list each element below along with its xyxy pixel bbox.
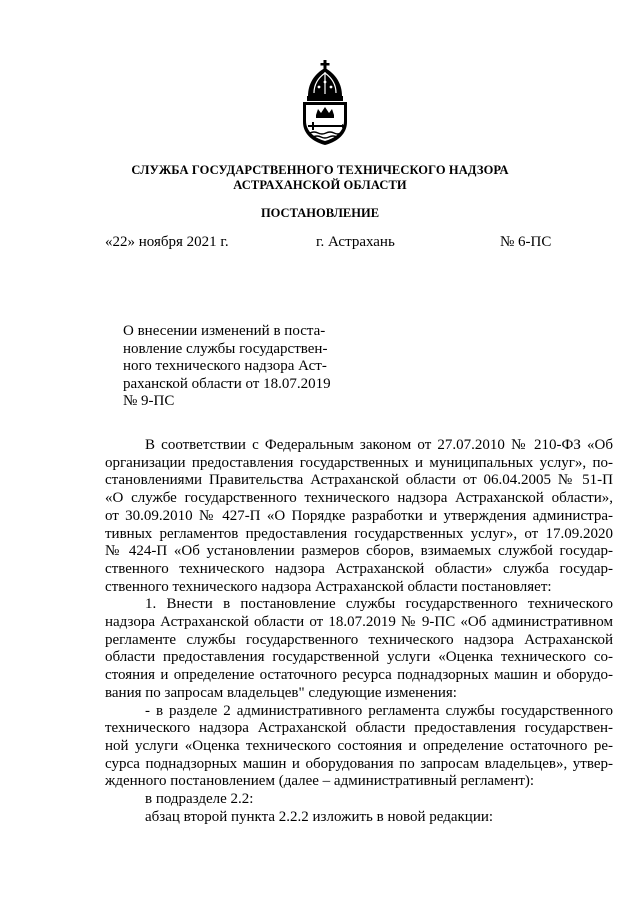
- body-line: ной услуги «Оценка технического состояния и определение остаточного ре-: [105, 737, 613, 754]
- body-line: ственного технического надзора Астраханской области» служба государ-: [105, 560, 613, 577]
- document-type-title: ПОСТАНОВЛЕНИЕ: [260, 206, 380, 220]
- body-line: вания по запросам владельцев" следующие изменения:: [105, 684, 457, 701]
- body-line: - в разделе 2 административного регламента службы государственного: [145, 702, 613, 719]
- document-date: «22» ноября 2021 г.: [105, 234, 229, 250]
- body-line: тивных регламентов предоставления государственных услуг», от 17.09.2020: [105, 525, 613, 542]
- body-line: ственного технического надзора Астраханской области постановляет:: [105, 578, 552, 595]
- subject-line: № 9-ПС: [123, 393, 175, 410]
- body-line: сурса поднадзорных машин и оборудования по запросам владельцев», утвер-: [105, 755, 613, 772]
- document-number: № 6-ПС: [500, 234, 552, 250]
- body-line: В соответствии с Федеральным законом от 27.07.2010 № 210-ФЗ «Об: [145, 437, 613, 453]
- subject-line: раханской области от 18.07.2019: [123, 375, 331, 392]
- body-line: стояния и определение остаточного ресурса поднадзорных машин и оборудо-: [105, 667, 613, 684]
- body-line: области предоставления государственной услуги «Оценка технического со-: [105, 649, 613, 666]
- body-line: в подразделе 2.2:: [145, 791, 254, 808]
- body-line: регламенте службы государственного технического надзора Астраханской: [105, 631, 613, 648]
- body-line: организации предоставления государственных и муниципальных услуг», по-: [105, 454, 613, 471]
- subject-line: О внесении изменений в поста-: [123, 323, 326, 339]
- body-line: становлениями Правительства Астраханской области от 06.04.2005 № 51-П: [105, 472, 613, 489]
- body-line: надзора Астраханской области от 18.07.2019 № 9-ПС «Об административном: [105, 614, 613, 631]
- subject-line: ного технического надзора Аст-: [123, 358, 327, 375]
- org-name-line1: СЛУЖБА ГОСУДАРСТВЕННОГО ТЕХНИЧЕСКОГО НАДЗОРА: [131, 163, 509, 177]
- body-line: технического надзора Астраханской области предоставления государствен-: [105, 720, 613, 737]
- document-body: [105, 437, 613, 826]
- body-line: «О службе государственного технического надзора Астраханской области»,: [105, 490, 613, 507]
- document-city: г. Астрахань: [316, 234, 395, 250]
- org-name-line2: АСТРАХАНСКОЙ ОБЛАСТИ: [233, 178, 407, 192]
- body-line: 1. Внести в постановление службы государственного технического: [145, 596, 613, 613]
- body-line: от 30.09.2010 № 427-П «О Порядке разработки и утверждения администра-: [105, 507, 613, 524]
- subject-line: новление службы государствен-: [123, 340, 328, 357]
- document-subject: [123, 323, 353, 411]
- body-line: № 424-П «Об установлении размеров сборов, взимаемых службой государ-: [105, 543, 613, 560]
- coat-of-arms-icon: [300, 60, 350, 146]
- body-line: абзац второй пункта 2.2.2 изложить в новой редакции:: [145, 808, 494, 825]
- body-line: жденного постановлением (далее – административный регламент):: [105, 773, 535, 790]
